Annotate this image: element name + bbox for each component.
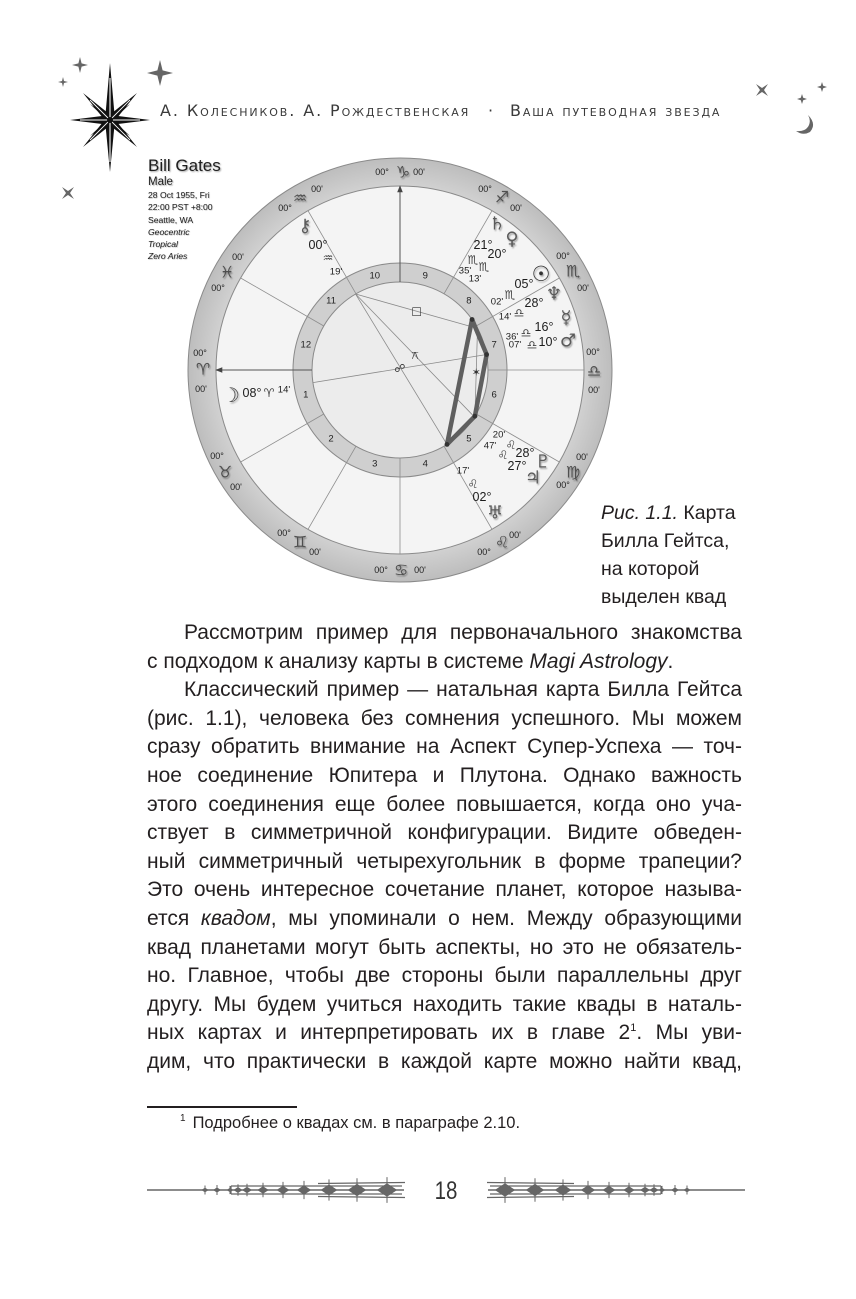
aries-icon: ♈︎ [195, 359, 211, 379]
planet-degree: 00° [308, 238, 328, 252]
text-segment: ное соединение Юпитера и Плутона. Однако важность [147, 763, 742, 787]
house-number: 10 [369, 270, 381, 282]
footnote [180, 1112, 520, 1134]
house-number: 1 [303, 389, 309, 401]
chart-date: 28 Oct 1955, Fri [148, 190, 210, 200]
text-segment: ствует в симметричной конфигурации. Видите обведен- [147, 821, 742, 845]
capricorn-icon: ♑︎ [395, 162, 411, 182]
ornament-left [147, 1177, 405, 1203]
scorpio-icon: ♏︎ [467, 253, 479, 267]
planet-degree: 20° [487, 247, 507, 261]
text-segment: ных картах и интерпретировать их в главе 2 [147, 1021, 631, 1045]
planet-degree: 27° [507, 459, 527, 473]
virgo-icon: ♍︎ [565, 462, 581, 482]
sign-minute: 00' [230, 482, 242, 492]
planet-minute: 35' [458, 265, 472, 277]
sign-minute: 00' [510, 203, 522, 213]
text-segment: ный симметричный четырехугольник в форме трапеции? [147, 849, 742, 873]
house-number: 12 [300, 339, 312, 351]
planet-minute: 20' [492, 429, 506, 441]
text-line [147, 762, 742, 791]
libra-icon: ♎︎ [513, 306, 525, 320]
planet-minute: 07' [508, 339, 522, 351]
text-segment: . Мы уви- [636, 1021, 742, 1045]
chiron-icon: ⚷ [298, 215, 312, 237]
planet-minute: 14' [498, 311, 512, 323]
planet-degree: 21° [473, 238, 493, 252]
planet-degree: 28° [515, 446, 535, 460]
planet-minute: 17' [456, 465, 470, 477]
chart-setting: Geocentric [148, 226, 190, 237]
scorpio-icon: ♏︎ [504, 288, 516, 302]
running-head-separator: · [488, 101, 494, 120]
neptune-icon: ♆ [545, 283, 563, 305]
uranus-icon: ♅ [486, 502, 504, 524]
sign-minute: 00' [232, 252, 244, 262]
footnote-text: Подробнее о квадах см. в параграфе 2.10. [192, 1114, 521, 1132]
leo-icon: ♌︎ [497, 448, 509, 462]
house-number: 6 [491, 389, 497, 401]
planet-degree: 16° [534, 320, 554, 334]
italic-term: квадом [200, 906, 271, 930]
planet-degree: 05° [514, 277, 534, 291]
house-number: 7 [491, 339, 497, 351]
planet-minute: 14' [277, 384, 291, 396]
text-segment: другу. Мы будем учиться находить такие квады в наталь- [147, 992, 742, 1016]
quad-vertex [472, 414, 477, 419]
moon-icon: ☽ [222, 383, 240, 407]
sign-degree: 00° [374, 565, 388, 575]
quincunx-icon: ⚻ [411, 348, 419, 362]
caption-line: выделен квад [601, 586, 727, 608]
leo-icon: ♌︎ [505, 438, 517, 452]
sign-degree: 00° [375, 167, 389, 177]
sun-icon: ☉ [531, 262, 551, 286]
scorpio-icon: ♏︎ [565, 261, 581, 281]
house-number: 9 [422, 270, 428, 282]
footnote-divider [147, 1106, 297, 1108]
text-line [147, 1048, 742, 1077]
house-number: 2 [328, 433, 334, 445]
footnote-marker: 1 [180, 1113, 186, 1124]
text-line [147, 991, 742, 1020]
planet-minute: 02' [490, 296, 504, 308]
text-line [147, 934, 742, 963]
gemini-icon: ♊︎ [292, 532, 308, 552]
text-line [147, 733, 742, 762]
footnote-reference[interactable]: 1 [630, 1022, 637, 1035]
italic-term: Magi Astrology [529, 649, 668, 673]
sign-degree: 00° [556, 480, 570, 490]
leo-icon: ♌︎ [467, 477, 479, 491]
chart-setting: Tropical [148, 239, 178, 250]
sign-minute: 00' [577, 283, 589, 293]
sign-minute: 00' [509, 530, 521, 540]
sign-minute: 00' [311, 184, 323, 194]
sagittarius-icon: ♐︎ [494, 187, 510, 207]
quad-vertex [445, 442, 450, 447]
text-segment: Это очень интересное сочетание планет, которое называ- [147, 878, 742, 902]
text-line [147, 1019, 742, 1048]
text-segment: с подходом к анализу карты в системе [147, 649, 530, 673]
aquarius-icon: ♒︎ [292, 188, 308, 208]
planet-minute: 13' [468, 273, 482, 285]
text-line [147, 791, 742, 820]
text-segment: . [667, 649, 674, 673]
house-number: 8 [466, 295, 472, 307]
text-segment: сразу обратить внимание на Аспект Супер-Успеха — точ- [147, 735, 742, 759]
caption-line [601, 499, 736, 527]
sign-degree: 00° [586, 347, 600, 357]
cancer-icon: ♋︎ [393, 560, 409, 580]
text-line [147, 876, 742, 905]
text-segment: Классический пример — натальная карта Билла Гейтса [184, 678, 742, 702]
ornament-right [487, 1177, 745, 1203]
venus-icon: ♀ [505, 228, 519, 250]
sign-degree: 00° [210, 451, 224, 461]
chart-person-name: Bill Gates [148, 156, 221, 175]
sign-degree: 00° [277, 528, 291, 538]
sign-degree: 00° [211, 283, 225, 293]
running-head-authors: А. Колесников. А. Рождественская [160, 101, 471, 120]
quad-vertex [470, 317, 475, 322]
sign-minute: 00' [413, 167, 425, 177]
taurus-icon: ♉︎ [217, 462, 233, 482]
leo-icon: ♌︎ [494, 532, 510, 552]
text-segment: дим, что практически в каждой карте можно найти квад, [147, 1049, 742, 1073]
pluto-icon: ♇ [534, 451, 552, 473]
house-number: 11 [326, 295, 336, 307]
chart-info [148, 156, 221, 263]
text-line [147, 619, 742, 648]
sign-degree: 00° [477, 547, 491, 557]
jupiter-icon: ♃ [524, 467, 542, 489]
aquarius-icon: ♒︎ [322, 251, 334, 265]
planet-minute: 36' [505, 331, 519, 343]
caption-text: Карта [683, 502, 736, 524]
text-segment: (рис. 1.1), человека без сомнения успешного. Мы можем [147, 706, 742, 730]
sign-minute: 00' [309, 547, 321, 557]
pisces-icon: ♓︎ [219, 262, 235, 282]
caption-label: Рис. 1.1. [601, 502, 678, 524]
mars-icon: ♂ [559, 330, 577, 352]
sign-minute: 00' [414, 565, 426, 575]
planet-degree: 08° [242, 386, 262, 400]
body-text [147, 619, 742, 1077]
square-icon: □ [411, 304, 422, 318]
planet-degree: 02° [472, 490, 492, 504]
saturn-icon: ♄ [488, 213, 506, 235]
chart-place: Seattle, WA [148, 214, 194, 225]
planet-minute: 47' [483, 440, 497, 452]
sign-degree: 00° [556, 251, 570, 261]
text-segment: квад планетами могут быть аспекты, но это не обязатель- [147, 935, 742, 959]
text-line [147, 676, 742, 705]
sign-degree: 00° [478, 184, 492, 194]
running-head-book-title: Ваша путеводная звезда [510, 101, 722, 120]
house-number: 4 [422, 458, 428, 470]
text-segment: но. Главное, чтобы две стороны были параллельны друг [147, 964, 742, 988]
caption-line: Билла Гейтса, [601, 530, 730, 552]
libra-icon: ♎︎ [526, 338, 538, 352]
chart-setting: Zero Aries [148, 251, 188, 262]
planet-degree: 28° [524, 296, 544, 310]
mercury-icon: ☿ [560, 307, 572, 329]
text-segment: Рассмотрим пример для первоначального знакомства [184, 621, 742, 644]
scorpio-icon: ♏︎ [478, 260, 490, 274]
text-segment: ется [147, 906, 201, 930]
text-line [147, 648, 742, 677]
figure-caption [601, 499, 736, 611]
sign-degree: 00° [278, 203, 292, 213]
planet-degree: 10° [538, 335, 558, 349]
page-number: 18 [434, 1177, 458, 1205]
text-line [147, 962, 742, 991]
caption-line: на которой [601, 558, 700, 580]
text-segment: , мы упоминали о нем. Между образующими [270, 906, 742, 930]
sign-minute: 00' [195, 384, 207, 394]
house-number: 3 [372, 458, 378, 470]
sign-minute: 00' [588, 385, 600, 395]
quad-vertex [484, 352, 489, 357]
chart-gender: Male [148, 176, 173, 188]
libra-icon: ♎︎ [586, 361, 602, 381]
house-number: 5 [466, 433, 472, 445]
text-line [147, 905, 742, 934]
chart-time: 22:00 PST +8:00 [148, 202, 213, 213]
sextile-icon: ✶ [471, 365, 481, 379]
text-line [147, 819, 742, 848]
text-segment: этого соединения еще более повышается, когда оно уча- [147, 792, 742, 816]
libra-icon: ♎︎ [520, 326, 532, 340]
sign-minute: 00' [576, 452, 588, 462]
aries-icon: ♈︎ [263, 386, 275, 400]
text-line [147, 705, 742, 734]
text-line [147, 848, 742, 877]
planet-minute: 19' [329, 266, 343, 278]
opposition-icon: ☍ [394, 362, 406, 376]
zodiac-sign-libra [586, 347, 601, 395]
sign-degree: 00° [193, 348, 207, 358]
